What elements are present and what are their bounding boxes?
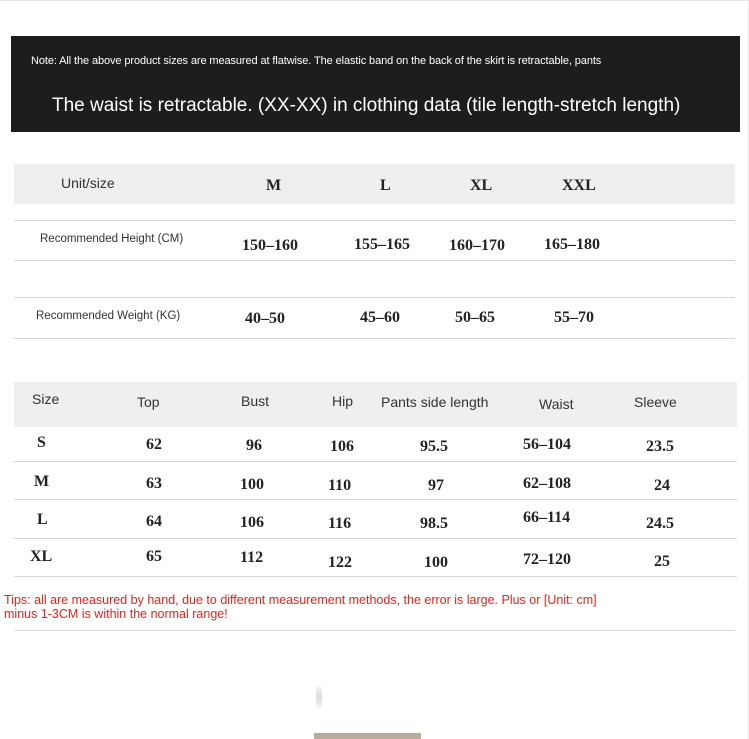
height-value-xxl: 165–180 (544, 236, 600, 253)
table-cell: 24.5 (646, 515, 674, 532)
table-cell: 64 (146, 513, 162, 530)
weight-value-l: 45–60 (360, 309, 400, 326)
table-cell: 110 (328, 477, 352, 494)
note-line-2: The waist is retractable. (XX-XX) in clothing data (tile length-stretch length) (52, 95, 681, 116)
col-size: Size (32, 391, 60, 407)
table-cell: 122 (328, 554, 352, 571)
weight-value-m: 40–50 (245, 310, 285, 327)
row-label-height: Recommended Height (CM) (40, 233, 184, 245)
tips-line-2: minus 1-3CM is within the normal range! (4, 607, 228, 621)
table-cell: L (37, 511, 48, 528)
header-size-xl: XL (470, 177, 493, 194)
header-size-xxl: XXL (562, 177, 596, 194)
col-waist: Waist (539, 396, 574, 412)
tips-line-1: Tips: all are measured by hand, due to different measurement methods, the error is large. Plus or [Unit: cm] (4, 593, 597, 607)
weight-value-xl: 50–65 (455, 309, 495, 326)
col-pants-side-length: Pants side length (381, 394, 489, 410)
table-cell: 100 (240, 476, 264, 493)
table-cell: 65 (146, 548, 162, 565)
col-top: Top (137, 394, 160, 410)
decorative-bar (314, 733, 421, 739)
divider (14, 220, 735, 221)
table-cell: S (37, 434, 46, 451)
top-border (0, 0, 749, 1)
table-cell: 63 (146, 475, 162, 492)
table-cell: 62–108 (523, 475, 571, 492)
divider (14, 461, 737, 462)
table-cell: 97 (428, 477, 444, 494)
decorative-mark (316, 686, 322, 708)
table-cell: M (34, 473, 50, 490)
height-value-m: 150–160 (242, 237, 298, 254)
height-value-l: 155–165 (354, 236, 410, 253)
note-line-1: Note: All the above product sizes are measured at flatwise. The elastic band on the back of the skirt is retractable, pants (31, 55, 602, 67)
divider (14, 297, 735, 298)
table-cell: 24 (654, 477, 670, 494)
recommend-table-header (14, 164, 735, 204)
header-unit-size: Unit/size (61, 175, 115, 191)
tips-text (4, 593, 704, 621)
table-cell: 100 (424, 554, 448, 571)
table-cell: 72–120 (523, 551, 571, 568)
height-value-xl: 160–170 (449, 237, 505, 254)
table-cell: 25 (654, 553, 670, 570)
table-cell: 106 (330, 438, 354, 455)
table-cell: XL (30, 548, 53, 565)
weight-value-xxl: 55–70 (554, 309, 594, 326)
table-cell: 96 (246, 437, 262, 454)
table-cell: 66–114 (523, 509, 571, 526)
col-bust: Bust (241, 393, 270, 409)
table-cell: 106 (240, 514, 264, 531)
row-label-weight: Recommended Weight (KG) (36, 310, 181, 322)
table-cell: 98.5 (420, 515, 448, 532)
size-table-header (14, 382, 737, 427)
divider (14, 499, 737, 500)
header-size-l: L (380, 177, 391, 194)
note-banner (11, 36, 740, 132)
divider (14, 260, 735, 261)
table-cell: 23.5 (646, 438, 674, 455)
table-cell: 112 (240, 549, 264, 566)
table-cell: 62 (146, 436, 162, 453)
divider (14, 338, 735, 339)
divider (14, 538, 737, 539)
divider (14, 576, 737, 577)
table-cell: 56–104 (523, 436, 571, 453)
table-cell: 116 (328, 515, 352, 532)
col-sleeve: Sleeve (634, 394, 677, 410)
divider (14, 630, 735, 631)
header-size-m: M (266, 177, 282, 194)
table-cell: 95.5 (420, 438, 448, 455)
col-hip: Hip (332, 393, 354, 409)
